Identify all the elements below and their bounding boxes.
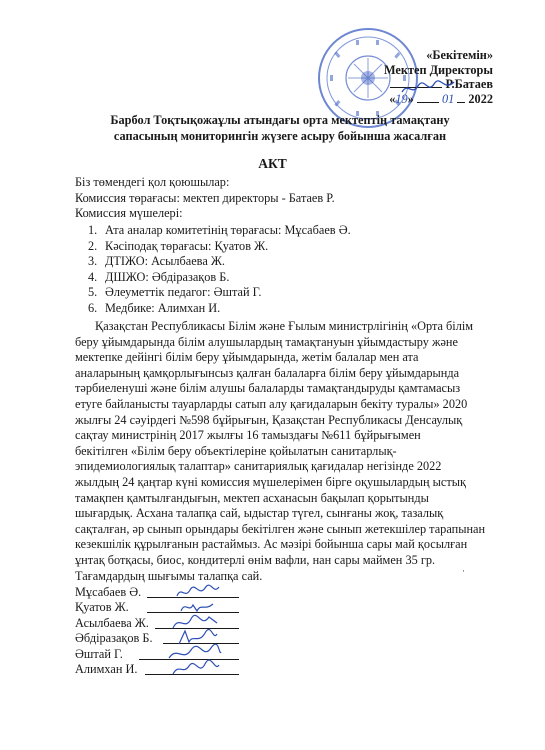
body-line: тамақпен қамтылғандығын, мектеп асханасын бақылап қорытынды: [75, 490, 429, 505]
date-day: 19: [395, 91, 408, 106]
body-line: эпидемиологиялық талаптар» санитариялық қағидалар негізінде 2022: [75, 459, 442, 474]
approval-date: «19» 01 2022: [389, 91, 493, 106]
body-paragraph: [75, 319, 485, 584]
act-title: АКТ: [258, 156, 287, 171]
signature-name: Алимхан И.: [75, 661, 138, 676]
approval-position: Мектеп Директоры: [383, 62, 493, 77]
list-item: 4. ДШЖО: Әбдіразақов Б.: [88, 269, 230, 284]
body-line: Қазақстан Республикасы Білім және Ғылым министрлігінің «Орта білім: [95, 319, 474, 333]
director-signature-icon: [400, 78, 456, 98]
signature-row: [75, 647, 153, 662]
body-line: шығардық. Асхана талапқа сай, ыдыстар түгел, сынғаны жоқ, тазалық: [75, 506, 444, 521]
signature-row: [75, 631, 153, 646]
signature-row: [75, 600, 153, 615]
body-line: кезекшілік құрылғанын растаймыз. Ас мәзірі бойынша сары май қосылған: [75, 537, 468, 552]
signatures-block: [75, 585, 153, 677]
body-line: ұнтақ ботқасы, биос, кондитерлі өнім вафли, нан сары маймен 35 гр.: [75, 552, 436, 567]
intro-line: Комиссия төрағасы: мектеп директоры - Батаев Р.: [75, 190, 335, 205]
body-line: сақтау министрінің 2017 жылғы 16 тамыздағы №611 бұйрығымен: [75, 428, 421, 443]
body-line: жылғы 24 сәуірдегі №598 бұйрығын, Қазақстан Республикасы Денсаулық: [75, 412, 463, 427]
signature-name: Қуатов Ж.: [75, 600, 129, 615]
list-item: 1. Ата аналар комитетінің төрағасы: Мұсабаев Ә.: [88, 223, 351, 237]
body-line: жылдың 24 қаңтар күні комиссия мүшелерімен бірге оқушылардың ыстық: [75, 474, 466, 489]
list-item: 6. Медбике: Алимхан И.: [88, 300, 221, 315]
signature-name: Әбдіразақов Б.: [75, 631, 153, 646]
body-line: аналарының қамқорлығынсыз қалған балаларға білім беру ұйымдарында: [75, 365, 460, 380]
body-line: Тағамдардың шығымы талапқа сай.: [75, 568, 263, 583]
date-month: 01: [441, 91, 455, 106]
body-line: мектепке дейінгі білім беру ұйымдарында, жетім балалар мен ата: [75, 350, 419, 365]
body-line: тәрбиеленуші және білім алушы балаларды тамақтандыруды қамтамасыз: [75, 381, 461, 396]
body-line: сақталған, әр сынып орындары бекітілген және сынып жетекшілер тарапынан: [75, 521, 486, 536]
document-heading: Барбол Тоқтықожаұлы атындағы орта мектептің тамақтану сапасының мониторингін жүзеге асыру бойынша жасалған: [110, 113, 450, 143]
signature-name: Әштай Г.: [75, 646, 123, 661]
intro-block: [75, 175, 335, 222]
margin-mark: ·: [462, 566, 465, 576]
signature-name: Мұсабаев Ә.: [75, 585, 142, 599]
signature-icon: [171, 659, 221, 679]
approval-name: Р.Батаев: [445, 77, 493, 91]
list-item: 5. Әлеуметтік педагог: Әштай Г.: [88, 285, 262, 300]
signature-row: [75, 662, 153, 677]
list-item: 2. Кәсіподақ төрағасы: Қуатов Ж.: [88, 238, 269, 253]
list-item: 3. ДТІЖО: Асылбаева Ж.: [88, 254, 225, 269]
intro-line: Біз төмендегі қол қоюшылар:: [75, 175, 230, 189]
body-line: бекітілген «Білім беру объектілеріне қойылатын санитарлық-: [75, 443, 397, 458]
signature-row: [75, 585, 153, 600]
signature-name: Асылбаева Ж.: [75, 615, 149, 630]
body-line: етуге байланысты тауарларды сатып алу қағидаларын бекіту туралы» 2020: [75, 396, 468, 411]
date-year: 2022: [468, 91, 493, 106]
approval-label: «Бекітемін»: [426, 48, 493, 62]
body-line: беру ұйымдарында білім алушылардың тамақтануын ұйымдастыру және: [75, 334, 458, 349]
signature-icon: [175, 583, 221, 601]
members-list: [88, 223, 351, 317]
signature-row: [75, 616, 153, 631]
intro-line: Комиссия мүшелері:: [75, 206, 183, 221]
